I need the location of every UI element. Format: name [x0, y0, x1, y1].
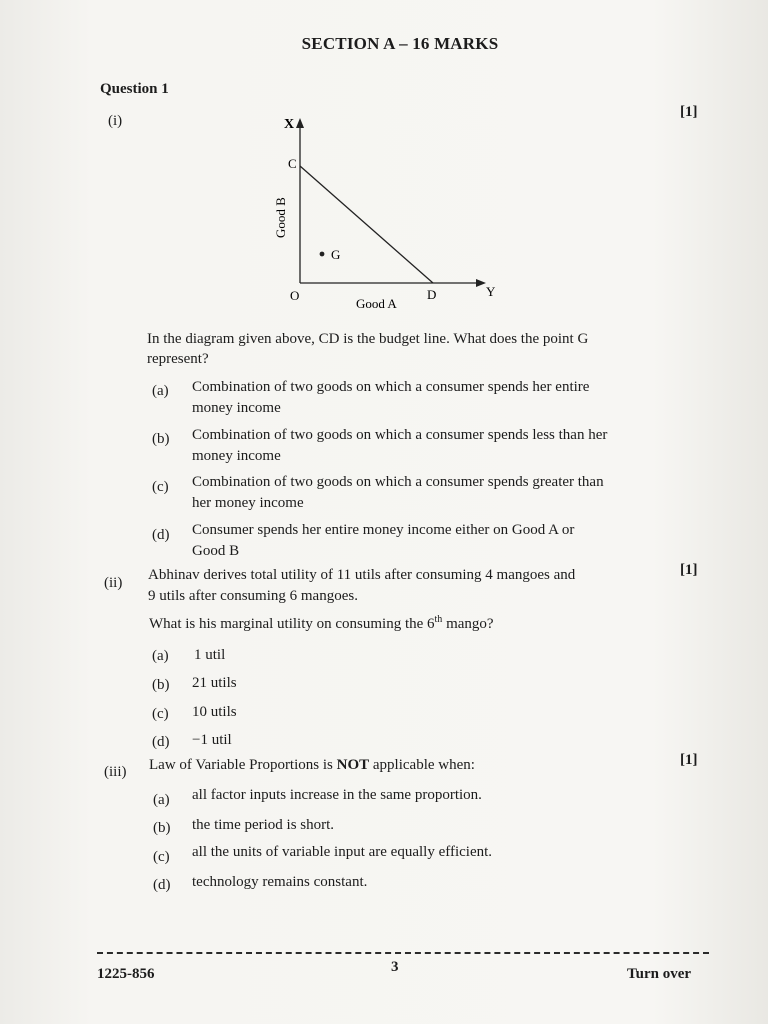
q1-option-c-line1: Combination of two goods on which a consumer spends greater than [192, 474, 604, 490]
q2-question-suffix: mango? [442, 616, 494, 632]
q1-option-b-line2: money income [192, 448, 281, 464]
q1-option-d-line2: Good B [192, 543, 240, 559]
q1-option-b-letter: (b) [152, 431, 170, 447]
q2-question-prefix: What is his marginal utility on consuming the 6 [149, 616, 435, 632]
vertical-axis-arrow [296, 118, 304, 128]
q3-option-d-text: technology remains constant. [192, 874, 368, 890]
q1-option-d-letter: (d) [152, 527, 170, 543]
q3-option-c-letter: (c) [153, 849, 170, 865]
q3-stem-suffix: applicable when: [369, 757, 475, 773]
q2-option-a-letter: (a) [152, 648, 169, 664]
point-d-label: D [427, 287, 437, 302]
vertical-axis-title: Good B [273, 197, 288, 238]
point-c-label: C [288, 156, 297, 171]
section-title: SECTION A – 16 MARKS [301, 34, 499, 53]
q1-stem-line2: represent? [147, 351, 209, 367]
q2-marks: [1] [680, 562, 698, 578]
q2-option-b-text: 21 utils [192, 675, 237, 691]
q2-stem-line1: Abhinav derives total utility of 11 utils after consuming 4 mangoes and [148, 567, 576, 583]
q2-number: (ii) [104, 575, 123, 591]
q2-stem-line2: 9 utils after consuming 6 mangoes. [148, 588, 358, 604]
q3-option-b-letter: (b) [153, 820, 171, 836]
q3-stem-bold: NOT [336, 757, 370, 773]
origin-label: O [290, 288, 300, 303]
x-axis-label: X [284, 117, 295, 132]
q2-option-c-letter: (c) [152, 706, 169, 722]
turn-over-label: Turn over [627, 966, 692, 982]
q1-option-c-letter: (c) [152, 479, 169, 495]
q2-option-d-text: −1 util [192, 732, 232, 748]
q3-option-a-text: all factor inputs increase in the same proportion. [192, 787, 482, 803]
q1-stem-line1: In the diagram given above, CD is the budget line. What does the point G [147, 331, 589, 347]
paper-code: 1225-856 [97, 966, 155, 982]
horizontal-axis-arrow [476, 279, 486, 287]
q2-question-sup: th [434, 614, 443, 625]
footer-divider [97, 952, 709, 954]
q2-question [149, 610, 494, 634]
q3-option-a-letter: (a) [153, 792, 170, 808]
q2-option-b-letter: (b) [152, 677, 170, 693]
y-axis-label: Y [486, 284, 496, 299]
q2-option-d-letter: (d) [152, 734, 170, 750]
q3-option-d-letter: (d) [153, 877, 171, 893]
q1-number: (i) [108, 113, 123, 129]
q1-marks: [1] [680, 104, 698, 120]
question-heading: Question 1 [100, 81, 169, 97]
q3-stem [149, 756, 475, 775]
horizontal-axis-title: Good A [356, 296, 397, 311]
budget-line-cd [300, 166, 433, 283]
q1-option-a-line1: Combination of two goods on which a consumer spends her entire [192, 379, 590, 395]
q1-option-d-line1: Consumer spends her entire money income either on Good A or [192, 522, 575, 538]
budget-line-diagram [260, 110, 520, 315]
point-g-label: G [331, 247, 341, 262]
q3-marks: [1] [680, 752, 698, 768]
q3-number: (iii) [104, 764, 127, 780]
q3-option-c-text: all the units of variable input are equally efficient. [192, 844, 493, 860]
q1-option-a-line2: money income [192, 400, 281, 416]
page-number: 3 [391, 959, 399, 975]
q1-option-c-line2: her money income [192, 495, 304, 511]
q3-option-b-text: the time period is short. [192, 817, 335, 833]
q3-stem-prefix: Law of Variable Proportions is [149, 757, 337, 773]
q1-option-a-letter: (a) [152, 383, 169, 399]
point-g-marker [320, 252, 325, 257]
q2-option-a-text: 1 util [194, 647, 226, 663]
q1-option-b-line1: Combination of two goods on which a consumer spends less than her [192, 427, 608, 443]
q2-option-c-text: 10 utils [192, 704, 237, 720]
